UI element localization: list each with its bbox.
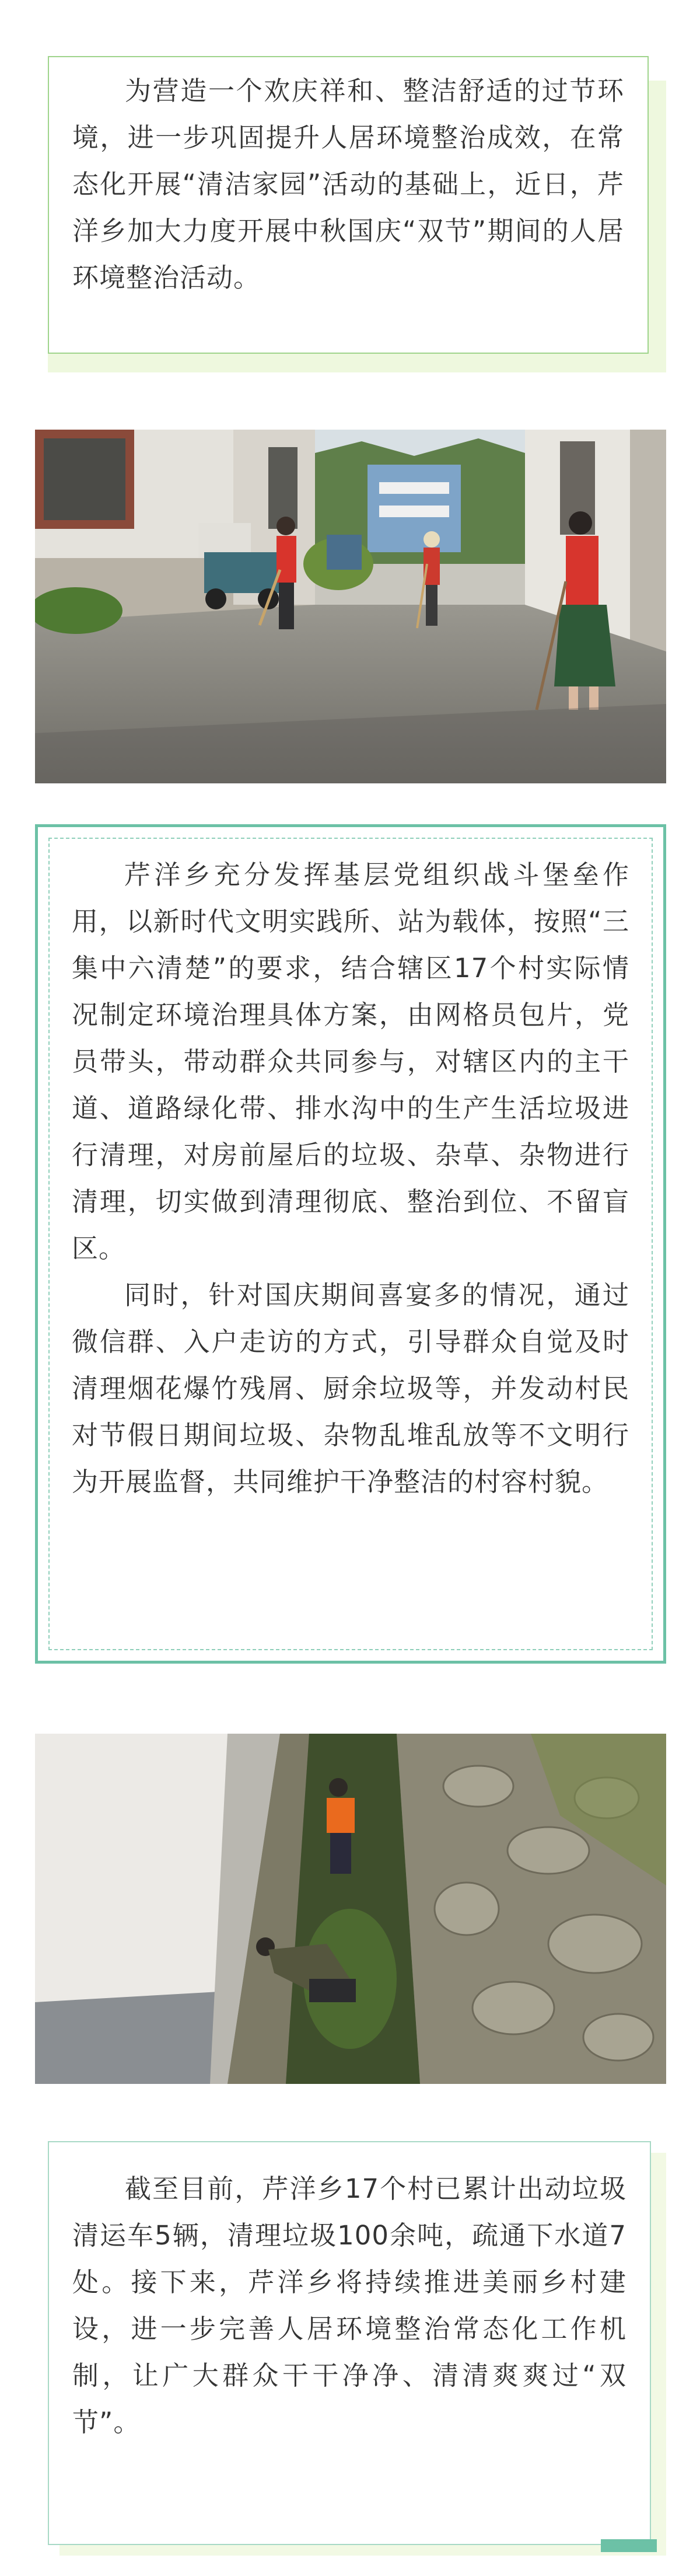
measures-paragraph-1: 芹洋乡充分发挥基层党组织战斗堡垒作用，以新时代文明实践所、站为载体，按照“三集中六清楚”的要求，结合辖区17个村实际情况制定环境治理具体方案，由网格员包片，党员带头，带动群众共同参与，对辖区内的主干道、道路绿化带、排水沟中的生产生活垃圾进行清理，对房前屋后的垃圾、杂草、杂物进行清理，切实做到清理彻底、整治到位、不留盲区。 (72, 859, 629, 1264)
village-street-cleanup-photo (35, 430, 666, 783)
measures-card (35, 824, 666, 1664)
closing-accent-bar (601, 2539, 657, 2552)
closing-card (48, 2141, 651, 2545)
intro-card (48, 56, 649, 354)
ditch-cleanup-photo (35, 1734, 666, 2084)
closing-paragraph: 截至目前，芹洋乡17个村已累计出动垃圾清运车5辆，清理垃圾100余吨，疏通下水道7处。接下来，芹洋乡将持续推进美丽乡村建设，进一步完善人居环境整治常态化工作机制，让广大群众干干净净、清清爽爽过“双节”。 (72, 2173, 626, 2438)
measures-card-inner (48, 838, 653, 1650)
intro-paragraph: 为营造一个欢庆祥和、整洁舒适的过节环境，进一步巩固提升人居环境整治成效，在常态化开展“清洁家园”活动的基础上，近日，芹洋乡加大力度开展中秋国庆“双节”期间的人居环境整治活动。 (72, 75, 624, 293)
measures-paragraph-2: 同时，针对国庆期间喜宴多的情况，通过微信群、入户走访的方式，引导群众自觉及时清理烟花爆竹残屑、厨余垃圾等，并发动村民对节假日期间垃圾、杂物乱堆乱放等不文明行为开展监督，共同维护干净整洁的村容村貌。 (72, 1280, 629, 1497)
